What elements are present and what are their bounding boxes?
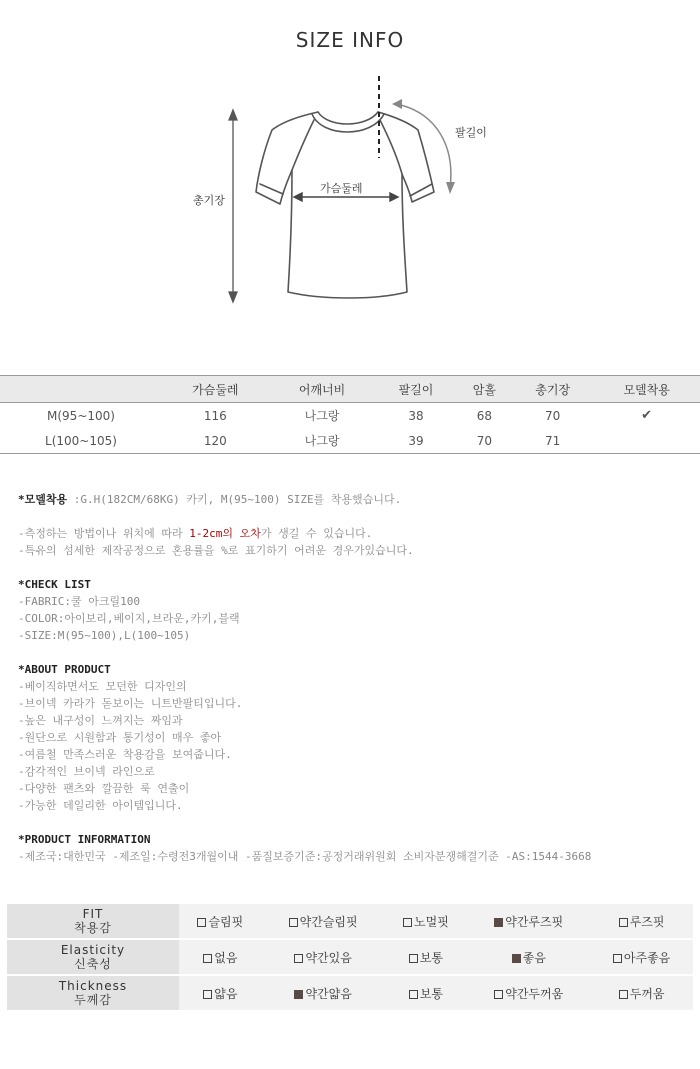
about-item: -다양한 팬츠와 깔끔한 룩 연출이: [18, 782, 190, 795]
empty-box-icon: [289, 918, 298, 927]
measure-note-text: -측정하는 방법이나 위치에 따라: [18, 527, 190, 540]
size-table: [0, 375, 700, 454]
fit-option-label: 두꺼움: [629, 986, 665, 1001]
fit-option-label: 보통: [419, 986, 444, 1001]
fit-option: [179, 975, 262, 1011]
fit-option: [385, 975, 468, 1011]
fit-table: [7, 904, 693, 1012]
check-list-item: -SIZE:M(95~100),L(100~105): [18, 629, 191, 642]
sleeve-cell: 38: [408, 408, 424, 423]
empty-box-icon: [197, 918, 206, 927]
fit-option-label: 얇음: [214, 986, 238, 1001]
size-cell: M(95~100): [47, 408, 115, 423]
table-row: [0, 428, 700, 454]
fit-option: [590, 904, 693, 939]
header-cell: [0, 376, 162, 403]
fit-option: [262, 904, 385, 939]
armhole-cell: 68: [476, 408, 492, 423]
fit-row: [7, 975, 693, 1011]
fit-option-label: 루즈핏: [629, 914, 665, 929]
fit-option-label: 약간두꺼움: [505, 986, 564, 1001]
empty-box-icon: [294, 954, 303, 963]
size-table-header: [0, 376, 700, 403]
sleeve-length-label: 팔길이: [455, 126, 487, 139]
about-item: -높은 내구성이 느껴지는 짜임과: [18, 714, 183, 727]
fit-row-label-en: Thickness: [58, 979, 128, 993]
fit-row-label-ko: 두께감: [74, 993, 112, 1007]
checked-box-icon: [294, 990, 303, 999]
chest-cell: 120: [162, 428, 269, 454]
fit-option: [385, 939, 468, 975]
header-cell: 가슴둘레: [162, 376, 269, 403]
total-length-label: 총기장: [193, 194, 225, 207]
model-note-text: :G.H(182CM/68KG) 카키, M(95~100) SIZE를 착용했습니다.: [73, 493, 402, 506]
product-information-text: -제조국:대한민국 -제조일:수령전3개월이내 -품질보증기준:공정거래위원회 소비자분쟁해결기준 -AS:1544-3668: [18, 850, 592, 863]
sleeve-cell: 39: [375, 428, 456, 454]
fit-option-label: 약간슬림핏: [299, 914, 358, 929]
fit-row-label: [7, 975, 179, 1011]
fit-option: [385, 904, 468, 939]
shoulder-cell: 나그랑: [304, 409, 340, 423]
model-note: [18, 491, 688, 508]
about-item: -가능한 데일리한 아이템입니다.: [18, 799, 183, 812]
empty-box-icon: [619, 918, 628, 927]
fit-option-label: 약간얇음: [305, 986, 352, 1001]
check-list-item: -FABRIC:쿨 아크릴100: [18, 595, 140, 608]
product-information-title: *PRODUCT INFORMATION: [18, 833, 151, 846]
fit-row-label: [7, 939, 179, 975]
fit-option: [262, 939, 385, 975]
fit-option: [467, 904, 590, 939]
fit-option-label: 약간있음: [305, 950, 352, 965]
fit-row-label-en: FIT: [82, 907, 104, 921]
about-item: -브이넥 카라가 돋보이는 니트반팔티입니다.: [18, 697, 243, 710]
fit-option: [179, 904, 262, 939]
header-cell: 모델착용: [593, 376, 700, 403]
fit-option-label: 좋음: [522, 950, 546, 965]
measure-note-highlight: 1-2cm의 오차: [189, 527, 261, 540]
header-cell: 암홀: [457, 376, 513, 403]
fit-row-label: [7, 904, 179, 939]
shoulder-cell: 나그랑: [269, 428, 376, 454]
fit-option: [179, 939, 262, 975]
fit-option: [590, 939, 693, 975]
armhole-cell: 70: [457, 428, 513, 454]
header-cell: 팔길이: [375, 376, 456, 403]
about-item: -감각적인 브이넥 라인으로: [18, 765, 155, 778]
check-list-item: -COLOR:아이보리,베이지,브라운,카키,블랙: [18, 612, 240, 625]
fit-row: [7, 939, 693, 975]
length-cell: 70: [545, 408, 561, 423]
fit-option: [262, 975, 385, 1011]
empty-box-icon: [203, 990, 212, 999]
size-cell: L(100~105): [0, 428, 162, 454]
chest-label: 가슴둘레: [320, 182, 363, 195]
fit-option-label: 노멀핏: [414, 914, 449, 929]
check-list-title: *CHECK LIST: [18, 578, 91, 591]
size-diagram: [0, 70, 700, 310]
fit-option: [590, 975, 693, 1011]
empty-box-icon: [619, 990, 628, 999]
measure-note-text-end: 가 생길 수 있습니다.: [260, 527, 373, 540]
fit-option-label: 아주좋음: [623, 950, 671, 965]
checked-box-icon: [494, 918, 503, 927]
about-item: -여름철 만족스러운 착용감을 보여줍니다.: [18, 748, 232, 761]
empty-box-icon: [613, 954, 622, 963]
model-cell: [593, 428, 700, 454]
fit-row-label-ko: 신축성: [74, 957, 112, 971]
empty-box-icon: [409, 990, 418, 999]
fit-option-label: 보통: [419, 950, 444, 965]
about-item: -원단으로 시원함과 통기성이 매우 좋아: [18, 731, 222, 744]
table-row: [0, 403, 700, 429]
empty-box-icon: [203, 954, 212, 963]
check-icon: ✔: [641, 408, 653, 423]
empty-box-icon: [409, 954, 418, 963]
fit-row: [7, 904, 693, 939]
chest-cell: 116: [203, 408, 227, 423]
fit-option-label: 없음: [214, 950, 238, 965]
fit-row-label-ko: 착용감: [74, 921, 112, 935]
empty-box-icon: [494, 990, 503, 999]
length-cell: 71: [512, 428, 593, 454]
product-notes: [18, 491, 688, 865]
fit-row-label-en: Elasticity: [60, 943, 126, 957]
about-product-title: *ABOUT PRODUCT: [18, 663, 111, 676]
header-cell: 어깨너비: [269, 376, 376, 403]
empty-box-icon: [403, 918, 412, 927]
fit-option: [467, 939, 590, 975]
fit-option-label: 슬림핏: [208, 914, 244, 929]
measure-note: [18, 525, 688, 542]
fit-option-label: 약간루즈핏: [505, 914, 564, 929]
model-note-title: *모델착용: [18, 493, 68, 506]
about-item: -베이직하면서도 모던한 디자인의: [18, 680, 187, 693]
fit-option: [467, 975, 590, 1011]
header-cell: 총기장: [512, 376, 593, 403]
fabric-note: -특유의 섬세한 제작공정으로 혼용률을 %로 표기하기 어려운 경우가있습니다.: [18, 544, 414, 557]
checked-box-icon: [512, 954, 521, 963]
page-title: SIZE INFO: [295, 28, 405, 52]
